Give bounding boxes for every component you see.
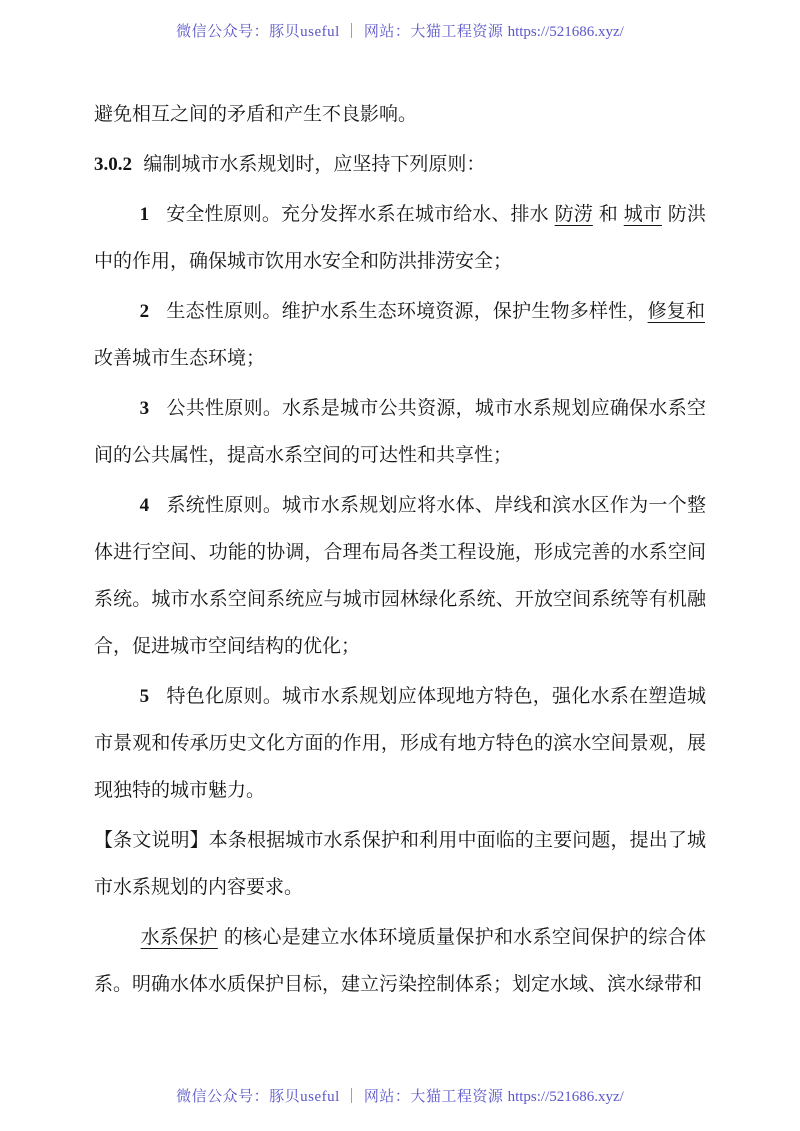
item-1-number: 1 [139, 204, 150, 225]
clause-heading-text: 编制城市水系规划时，应坚持下列原则： [143, 154, 486, 175]
clause-item-3 [94, 385, 706, 479]
header-watermark-text: 微信公众号：豚贝useful ｜ 网站：大猫工程资源 [176, 24, 508, 40]
item-3-number: 3 [139, 398, 150, 419]
item-2-text-2: 改善城市生态环境； [94, 348, 266, 369]
paragraph-intro-text: 避免相互之间的矛盾和产生不良影响。 [94, 104, 418, 125]
item-2-text: 生态性原则。维护水系生态环境资源，保护生物多样性， [166, 301, 647, 322]
clause-explanation [94, 817, 706, 911]
clause-number: 3.0.2 [94, 154, 132, 175]
item-5-text: 特色化原则。城市水系规划应体现地方特色，强化水系在塑造城市景观和传承历史文化方面的作用，形成有地方特色的滨水空间景观，展现独特的城市魅力。 [94, 686, 706, 801]
item-1-text-2: 和 [593, 204, 623, 225]
paragraph-intro [94, 91, 706, 138]
water-protection-underlined-term: 水系保护 [140, 927, 218, 948]
item-1-underlined-revision-2: 城市 [623, 204, 662, 225]
clause-item-4 [94, 482, 706, 670]
footer-watermark-text: 微信公众号：豚贝useful ｜ 网站：大猫工程资源 [176, 1089, 508, 1105]
clause-item-1 [94, 191, 706, 285]
item-2-underlined-revision: 修复和 [647, 301, 705, 322]
document-body [94, 88, 706, 1011]
footer-url-link[interactable]: https://521686.xyz/ [507, 1089, 624, 1105]
item-1-text-3: 防洪中的作用，确保城市饮用水安全和防洪排涝安全； [94, 204, 706, 272]
footer-watermark [0, 1085, 800, 1106]
clause-heading-3-0-2 [94, 141, 706, 188]
header-url-link[interactable]: https://521686.xyz/ [507, 24, 624, 40]
item-3-text: 公共性原则。水系是城市公共资源，城市水系规划应确保水系空间的公共属性，提高水系空间的可达性和共享性； [94, 398, 706, 466]
clause-item-2 [94, 288, 706, 382]
item-5-number: 5 [139, 686, 150, 707]
clause-item-5 [94, 673, 706, 814]
water-protection-text: 的核心是建立水体环境质量保护和水系空间保护的综合体系。明确水体水质保护目标，建立污染控制体系；划定水域、滨水绿带和 [94, 927, 706, 995]
item-2-number: 2 [139, 301, 150, 322]
clause-explanation-text: 【条文说明】本条根据城市水系保护和利用中面临的主要问题，提出了城市水系规划的内容要求。 [94, 830, 706, 898]
header-watermark [0, 20, 800, 41]
item-1-text: 安全性原则。充分发挥水系在城市给水、排水 [166, 204, 554, 225]
item-4-number: 4 [139, 495, 150, 516]
paragraph-water-protection [94, 914, 706, 1008]
item-4-text: 系统性原则。城市水系规划应将水体、岸线和滨水区作为一个整体进行空间、功能的协调，合理布局各类工程设施，形成完善的水系空间系统。城市水系空间系统应与城市园林绿化系统、开放空间系统等有机融合，促进城市空间结构的优化； [94, 495, 706, 657]
item-1-underlined-revision-1: 防涝 [554, 204, 593, 225]
